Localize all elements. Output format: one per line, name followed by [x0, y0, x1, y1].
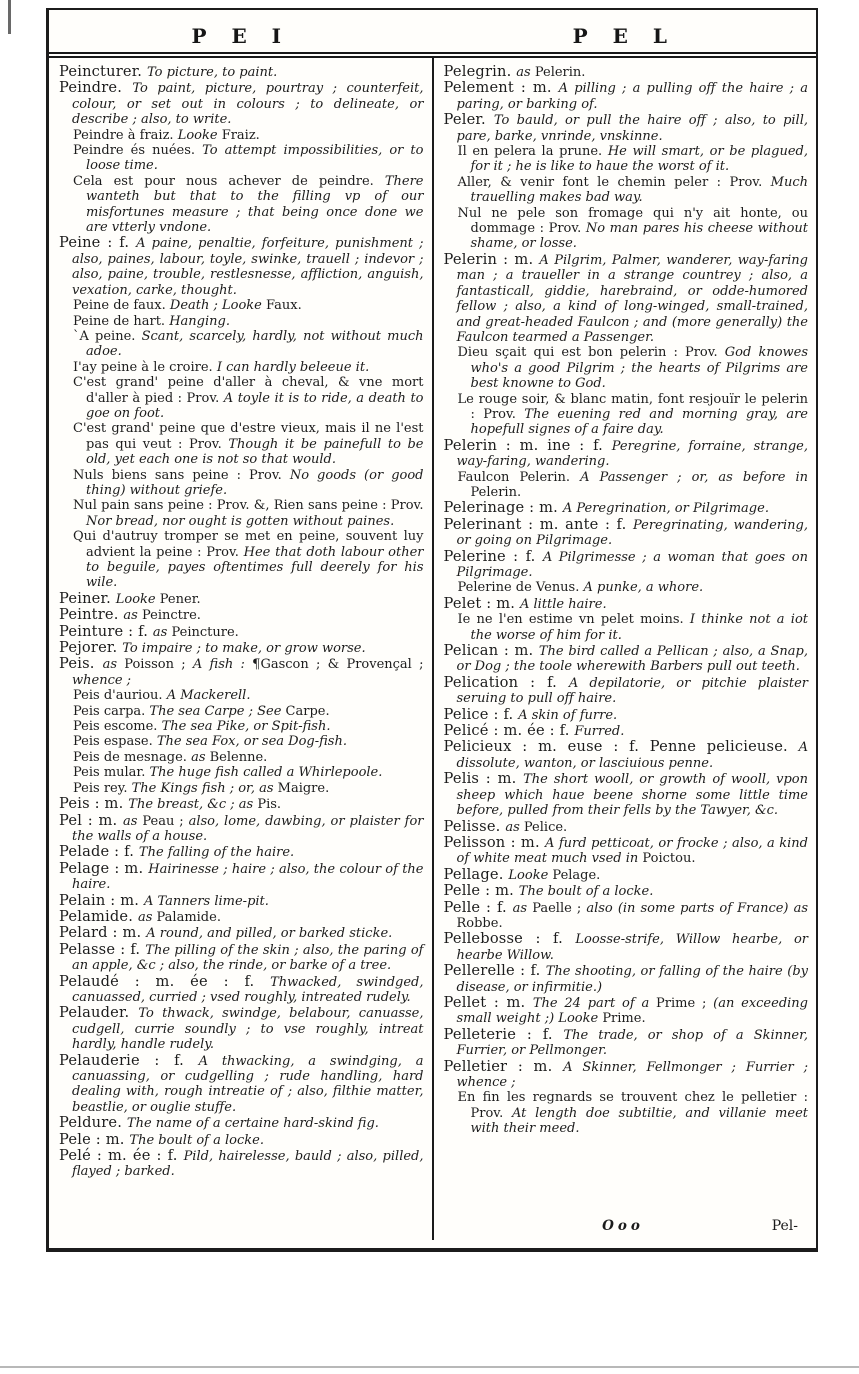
dictionary-entry — [59, 750, 424, 765]
dictionary-entry — [444, 835, 809, 867]
dictionary-entry — [59, 796, 424, 812]
gloss-text: The name of a certaine hard-skind fig. — [126, 1116, 379, 1132]
gloss-text: as — [137, 909, 157, 925]
gloss-text: To paint, picture, pourtray ; counterfeit, colour, or set out in colours ; to delineate, or describe ; also, to write. — [72, 81, 424, 128]
gloss-text: A paine, penaltie, forfeiture, punishment ; also, paines, labour, toyle, swinke, trauell ; indevor ; also, paine, trouble, restlesnesse, affliction, anguish, vexation, carke, thought. — [72, 236, 424, 298]
french-text: Paelle ; — [532, 900, 587, 916]
headword: Pelamide. — [59, 907, 138, 925]
dictionary-entry — [444, 345, 809, 391]
dictionary-entry — [59, 1132, 424, 1148]
gloss-text: A fish : — [192, 657, 253, 673]
headword: Pelerin : m. ine : f. — [443, 436, 612, 454]
headword: Pejorer. — [59, 639, 123, 657]
gloss-text: The boult of a locke. — [518, 884, 654, 900]
dictionary-entry — [444, 900, 809, 932]
dictionary-entry — [59, 375, 424, 421]
french-text: Peindre à fraiz. — [73, 127, 178, 143]
french-text: Peau ; — [142, 813, 189, 829]
french-text: Peis carpa. — [73, 703, 150, 719]
french-text: Peis escome. — [73, 719, 162, 735]
dictionary-entry — [444, 931, 809, 963]
dictionary-entry — [59, 765, 424, 780]
headword: Peintre. — [59, 606, 124, 624]
gloss-text: A Skinner, Fellmonger ; Furrier ; whence ; — [456, 1059, 808, 1090]
dictionary-entry — [59, 360, 424, 375]
french-text: Nul ne pele son fromage qui n'y ait honte, ou dommage : Prov. — [457, 205, 808, 237]
gloss-text: A Passenger ; or, as before in — [580, 469, 808, 485]
dictionary-entry — [444, 1090, 809, 1136]
headword: Pelle : m. — [443, 882, 519, 900]
dictionary-entry — [59, 719, 424, 734]
scan-artifact — [8, 0, 11, 34]
dictionary-entry — [59, 235, 424, 298]
dictionary-entry — [59, 704, 424, 719]
dictionary-entry — [59, 143, 424, 174]
dictionary-entry — [59, 942, 424, 974]
gloss-text: A Pilgrimesse ; a woman that goes on Pilgrimage. — [456, 549, 809, 580]
dictionary-entry — [59, 844, 424, 860]
french-text: Peis d'auriou. — [73, 688, 167, 704]
dictionary-entry — [59, 298, 424, 313]
dictionary-entry — [444, 80, 809, 112]
dictionary-entry — [444, 723, 809, 739]
dictionary-entry — [444, 64, 809, 80]
gloss-text: A furd petticoat, or frocke ; also, a kind of white meat much vsed in — [456, 835, 808, 867]
french-text: Dieu sçait qui est bon pelerin : Prov. — [457, 345, 725, 361]
gloss-text: To attempt impossibilities, or to loose time. — [86, 143, 424, 174]
headword: Pelaudé : m. ée : f. — [59, 972, 271, 990]
gloss-text: also, lome, dawbing, or plaister for the walls of a house. — [72, 813, 424, 844]
gloss-text: as — [152, 624, 172, 640]
gloss-text: Hairinesse ; haire ; also, the colour of the haire. — [72, 861, 424, 893]
headword: Pelicieux : m. euse : f. Penne pelicieuse. — [443, 738, 799, 756]
french-text: Peinctre. — [141, 608, 201, 624]
signature-mark: Ooo — [602, 1218, 644, 1234]
gloss-text: A Peregrination, or Pilgrimage. — [562, 501, 769, 517]
french-text: En fin les regnards se trouvent chez le pelletier : Prov. — [457, 1090, 808, 1121]
dictionary-entry — [444, 206, 809, 252]
french-text: Il en pelera la prune. — [457, 144, 608, 160]
headword: Pelement : m. — [443, 79, 559, 97]
headword: Pellebosse : f. — [443, 930, 576, 948]
gloss-text: A Pilgrim, Palmer, wanderer, way-faring man ; a traueller in a strange countrey ; also, a fantasticall, giddie, harebraind, or odde-humored fellow ; also, a kind of long-winged, small-trained, and great-headed Faulcon ; and (more generally) the Faulcon tearmed a Passenger. — [456, 252, 809, 345]
gloss-text: A toyle it is to ride, a death to goe on foot. — [86, 390, 424, 421]
gloss-text: He will smart, or be plagued, for it ; he is like to haue the worst of it. — [470, 144, 808, 175]
headword: Peler. — [443, 111, 494, 129]
french-text: Qui d'autruy tromper se met en peine, souvent luy advient la peine : Prov. — [73, 529, 424, 560]
gloss-text: To picture, to paint. — [146, 65, 278, 80]
gloss-text: as — [516, 65, 535, 80]
gloss-text: Scant, scarcely, hardly, not without much adoe. — [86, 328, 424, 360]
catchword: Pel- — [771, 1218, 798, 1234]
dictionary-entry — [59, 174, 424, 236]
french-text: I'ay peine à le croire. — [73, 359, 217, 375]
gloss-text: The falling of the haire. — [138, 845, 295, 861]
headword: Peinture : f. — [59, 622, 153, 640]
gloss-text: The Kings fish ; or, as — [131, 780, 278, 796]
headword: Pellerelle : f. — [443, 962, 546, 980]
gloss-text: as — [102, 657, 125, 673]
dictionary-entry — [59, 640, 424, 656]
headword: Pelisse. — [443, 817, 506, 835]
headword: Pelasse : f. — [59, 940, 146, 958]
dictionary-entry — [444, 175, 809, 206]
gloss-text: Peregrine, forraine, strange, way-faring, wandering. — [456, 438, 808, 470]
dictionary-entry — [59, 925, 424, 941]
headword: Pele : m. — [59, 1130, 130, 1148]
french-text: Faulcon Pelerin. — [457, 469, 581, 485]
headword: Pelauderie : f. — [59, 1051, 199, 1069]
gloss-text: The short wooll, or growth of wooll, vpon sheep which haue beene shorne some little time before, pulled from their fells by the Tawyer, &c. — [456, 772, 808, 819]
headword: Pelage : m. — [59, 859, 149, 877]
dictionary-entry — [444, 675, 809, 707]
gloss-text: The 24 part of a — [532, 995, 657, 1011]
dictionary-entry — [444, 500, 809, 516]
french-text: Pener. — [159, 591, 201, 607]
text-columns — [49, 58, 816, 1240]
dictionary-entry — [59, 909, 424, 925]
french-text: Pelice. — [523, 819, 568, 835]
gloss-text: No goods (or good thing) without griefe. — [86, 467, 424, 498]
headword: Pelice : f. — [443, 705, 519, 723]
dictionary-entry — [444, 252, 809, 345]
french-text: Aller, & venir font le chemin peler : Prov. — [457, 174, 771, 190]
dictionary-entry — [59, 656, 424, 688]
dictionary-entry — [444, 112, 809, 144]
dictionary-entry — [444, 963, 809, 995]
gloss-text: whence ; — [72, 672, 132, 688]
gloss-text: Hee that doth labour other to beguile, payes oftentimes full deerely for his wile. — [86, 544, 424, 591]
dictionary-entry — [444, 819, 809, 835]
dictionary-entry — [59, 813, 424, 845]
gloss-text: Though it be painefull to be old, yet each one is not so that would. — [86, 436, 424, 468]
headword: Pelet : m. — [443, 594, 520, 612]
headword: Pelicé : m. ée : f. — [443, 722, 575, 740]
dictionary-entry — [444, 995, 809, 1027]
dictionary-entry — [444, 867, 809, 883]
french-text: Cela est pour nous achever de peindre. — [73, 173, 385, 189]
french-text: Belenne. — [209, 749, 268, 765]
headword: Pel : m. — [59, 811, 123, 829]
gloss-text: To thwack, swindge, belabour, canuasse, cudgell, currie soundly ; to vse roughly, intreat hardly, handle rudely. — [72, 1006, 424, 1053]
french-text: Peindre és nuées. — [73, 143, 203, 159]
french-text: Robbe. — [456, 915, 503, 931]
dictionary-entry — [59, 498, 424, 529]
gloss-text: To impaire ; to make, or grow worse. — [122, 641, 366, 657]
headword: Pelade : f. — [59, 843, 139, 861]
french-text: Peine de faux. — [73, 298, 170, 314]
headword: Pelauder. — [59, 1004, 139, 1022]
dictionary-entry — [444, 1027, 809, 1059]
gloss-text: as — [123, 608, 142, 624]
headword: Peine : f. — [59, 234, 137, 252]
french-text: Pelerin. — [534, 65, 586, 80]
gloss-text: Death ; Looke — [169, 298, 266, 314]
right-column — [434, 58, 817, 1240]
french-text: Pelerin. — [470, 484, 522, 500]
left-column — [49, 58, 432, 1240]
gloss-text: The sea Carpe ; See — [149, 703, 286, 719]
french-text: Poictou. — [642, 851, 696, 867]
french-text: Ie ne l'en estime vn pelet moins. — [457, 612, 690, 628]
dictionary-entry — [444, 771, 809, 818]
gloss-text: A punke, a whore. — [583, 580, 704, 596]
dictionary-entry — [59, 80, 424, 127]
dictionary-entry — [444, 392, 809, 438]
dictionary-entry — [444, 739, 809, 771]
scan-page-edge — [0, 1366, 859, 1368]
dictionary-entry — [59, 974, 424, 1006]
dictionary-entry — [59, 1053, 424, 1116]
french-text: Pis. — [257, 797, 282, 813]
french-text: Pelerine de Venus. — [457, 580, 584, 596]
dictionary-entry — [59, 734, 424, 749]
headword: Pelerinage : m. — [443, 499, 563, 517]
french-text: Peincture. — [171, 624, 239, 640]
headword: Peldure. — [59, 1114, 127, 1132]
gloss-text: The sea Fox, or sea Dog-fish. — [156, 734, 347, 750]
dictionary-entry — [59, 893, 424, 909]
gloss-text: The shooting, or falling of the haire (by disease, or infirmitie.) — [456, 964, 808, 995]
gloss-text: The huge fish called a Whirlepoole. — [149, 765, 383, 781]
gloss-text: Nor bread, nor ought is gotten without paines. — [86, 513, 395, 529]
gloss-text: as — [505, 819, 524, 835]
gloss-text: as — [122, 813, 143, 829]
gloss-text: The trade, or shop of a Skinner, Furrier, or Pellmonger. — [456, 1027, 809, 1059]
dictionary-entry — [59, 607, 424, 623]
gloss-text: as — [512, 900, 533, 916]
gloss-text: The euening red and morning gray, are hopefull signes of a faire day. — [470, 406, 808, 438]
dictionary-entry — [444, 144, 809, 175]
french-text: `A peine. — [73, 328, 142, 344]
headword: Pelard : m. — [59, 924, 147, 942]
dictionary-entry — [59, 1148, 424, 1180]
headword: Pelegrin. — [443, 63, 517, 80]
headword: Pelerine : f. — [443, 547, 543, 565]
headword: Pelerinant : m. ante : f. — [443, 515, 633, 533]
dictionary-entry — [444, 580, 809, 595]
gloss-text: A pilling ; a pulling off the haire ; a paring, or barking of. — [456, 81, 808, 112]
gloss-text: also (in some parts of France) as — [586, 900, 808, 916]
gloss-text: The breast, &c ; as — [128, 797, 258, 813]
headword: Peincturer. — [59, 63, 147, 80]
dictionary-entry — [444, 549, 809, 581]
french-text: Peis espase. — [73, 734, 157, 750]
headword: Pelé : m. ée : f. — [59, 1147, 184, 1165]
gloss-text: Thwacked, swindged, canuassed, curried ; vsed roughly, intreated rudely. — [72, 974, 424, 1005]
dictionary-entry — [444, 1059, 809, 1091]
headword: Pelle : f. — [443, 898, 513, 916]
headword: Pellage. — [443, 865, 509, 883]
gloss-text: There wanteth but that to the filling vp of our misfortunes measure ; that being once done we are vtterly vndone. — [86, 173, 424, 236]
french-text: Prime ; — [656, 995, 714, 1011]
dictionary-entry — [59, 861, 424, 893]
dictionary-entry — [444, 438, 809, 470]
french-text: Carpe. — [285, 703, 330, 719]
gloss-text: A skin of furre. — [518, 707, 618, 723]
french-text: ¶Gascon ; & Provençal ; — [252, 657, 424, 673]
dictionary-entry — [59, 314, 424, 329]
gloss-text: No man pares his cheese without shame, or losse. — [470, 221, 808, 252]
dictionary-entry — [59, 468, 424, 499]
page-header — [49, 10, 816, 52]
dictionary-entry — [444, 643, 809, 675]
headword: Peindre. — [59, 79, 133, 97]
page-frame — [46, 8, 818, 1252]
headword: Pelain : m. — [59, 891, 144, 909]
gloss-text: Peregrinating, wandering, or going on Pilgrimage. — [456, 517, 809, 549]
gloss-text: To bauld, or pull the haire off ; also, to pill, pare, barke, vnrinde, vnskinne. — [456, 113, 808, 144]
gloss-text: I can hardly beleeue it. — [216, 359, 370, 375]
headword: Pelletier : m. — [443, 1057, 564, 1075]
gloss-text: Hanging. — [169, 313, 230, 329]
headword: Pelican : m. — [443, 642, 539, 660]
gloss-text: I thinke not a iot the worse of him for it. — [470, 612, 808, 643]
gloss-text: A dissolute, wanton, or lasciuious penne. — [456, 740, 808, 771]
gloss-text: as — [191, 749, 210, 765]
french-text: Peis rey. — [73, 780, 132, 796]
gloss-text: At length doe subtiltie, and villanie meet with their meed. — [470, 1105, 808, 1137]
dictionary-entry — [59, 529, 424, 591]
french-text: Poisson ; — [124, 657, 193, 673]
gloss-text: A Mackerell. — [166, 688, 251, 704]
french-text: Nul pain sans peine : Prov. &, Rien sans peine : Prov. — [73, 498, 424, 514]
headword: Pellet : m. — [443, 993, 533, 1011]
dictionary-entry — [444, 470, 809, 501]
french-text: Faux. — [266, 298, 302, 314]
french-text: Pelage. — [552, 867, 601, 883]
gloss-text: Much trauelling makes bad way. — [470, 174, 808, 206]
gloss-text: Pild, hairelesse, bauld ; also, pilled, flayed ; barked. — [72, 1149, 424, 1180]
dictionary-entry — [59, 128, 424, 143]
french-text: Palamide. — [156, 909, 221, 925]
french-text: Nuls biens sans peine : Prov. — [73, 467, 290, 483]
french-text: Peine de hart. — [73, 313, 170, 329]
headword: Peiner. — [59, 589, 116, 607]
dictionary-entry — [59, 421, 424, 467]
dictionary-entry — [59, 64, 424, 80]
dictionary-entry — [444, 883, 809, 899]
gloss-text: A Tanners lime-pit. — [143, 893, 269, 909]
running-title-right: P E L — [572, 24, 676, 48]
headword: Peis : m. — [59, 795, 129, 813]
gloss-text: God knowes who's a good Pilgrim ; the hearts of Pilgrims are best knowne to God. — [470, 345, 809, 392]
dictionary-entry — [59, 688, 424, 703]
gloss-text: A thwacking, a swindging, a canuassing, or cudgelling ; rude handling, hard dealing with, rough intreatie of ; also, filthie matter, beastlie, or ouglie stuffe. — [72, 1053, 424, 1115]
dictionary-entry — [444, 517, 809, 549]
gloss-text: Looke — [177, 127, 222, 143]
headword: Pelis : m. — [443, 770, 524, 788]
french-text: C'est grand' peine d'aller à cheval, & vne mort d'aller à pied : Prov. — [73, 375, 424, 406]
headword: Pelerin : m. — [443, 250, 540, 268]
gloss-text: Looke — [508, 867, 553, 883]
headword: Pelication : f. — [443, 673, 569, 691]
dictionary-entry — [59, 1005, 424, 1052]
dictionary-entry — [59, 624, 424, 640]
dictionary-entry — [59, 1115, 424, 1131]
french-text: Le rouge soir, & blanc matin, font resjouïr le pelerin : Prov. — [457, 391, 808, 422]
dictionary-entry — [59, 591, 424, 607]
dictionary-entry — [59, 329, 424, 360]
french-text: Peis de mesnage. — [73, 749, 192, 765]
gloss-text: Loosse-strife, Willow hearbe, or hearbe Willow. — [456, 932, 808, 963]
headword: Peis. — [59, 655, 103, 673]
headword: Pelisson : m. — [443, 833, 545, 851]
french-text: Maigre. — [277, 780, 330, 796]
gloss-text: A round, and pilled, or barked sticke. — [146, 926, 393, 942]
dictionary-entry — [59, 781, 424, 796]
dictionary-entry — [444, 596, 809, 612]
french-text: Prime. — [602, 1011, 646, 1027]
running-title-left: P E I — [191, 24, 291, 48]
gloss-text: Looke — [115, 591, 160, 607]
page-footer — [434, 1218, 812, 1238]
french-text: C'est grand' peine que d'estre vieux, mais il ne l'est pas qui veut : Prov. — [73, 421, 424, 452]
gloss-text: Furred. — [574, 724, 625, 740]
gloss-text: The bird called a Pellican ; also, a Snap, or Dog ; the toole wherewith Barbers pull out teeth. — [456, 644, 808, 675]
gloss-text: The sea Pike, or Spit-fish. — [161, 719, 331, 735]
gloss-text: A depilatorie, or pitchie plaister seruing to pull off haire. — [456, 675, 808, 707]
gloss-text: The boult of a locke. — [129, 1132, 264, 1148]
french-text: Fraiz. — [221, 127, 260, 143]
dictionary-entry — [444, 707, 809, 723]
gloss-text: The pilling of the skin ; also, the paring of an apple, &c ; also, the rinde, or barke of a tree. — [72, 942, 424, 974]
gloss-text: A little haire. — [519, 596, 607, 612]
french-text: Peis mular. — [73, 765, 150, 781]
headword: Pelleterie : f. — [443, 1025, 564, 1043]
dictionary-entry — [444, 612, 809, 643]
gloss-text: (an exceeding small weight ;) Looke — [456, 995, 808, 1027]
